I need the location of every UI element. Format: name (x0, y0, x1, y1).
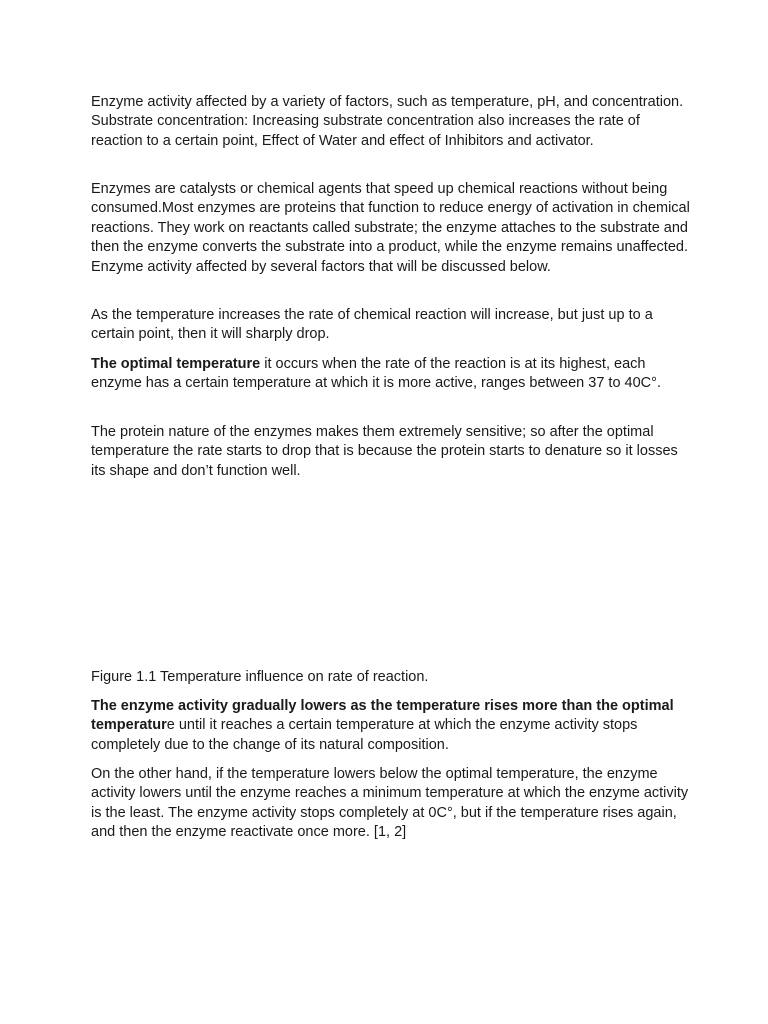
paragraph-low-temperature: On the other hand, if the temperature lowers below the optimal temperature, the enzyme activity lowers until the enzyme reaches a minimum temperature at which the enzyme activity is the least. The enzyme activity stops completely at 0C°, but if the temperature rises again, and then the enzyme reactivate once more. [1, 2] (91, 766, 689, 841)
figure-placeholder (91, 490, 681, 660)
paragraph-temperature-effect: As the temperature increases the rate of chemical reaction will increase, but just up to a certain point, then it will sharply drop. (91, 307, 653, 343)
figure-caption: Figure 1.1 Temperature influence on rate of reaction. (91, 669, 429, 685)
paragraph-activity-lowers (91, 697, 691, 755)
activity-lowers-text: e until it reaches a certain temperature at which the enzyme activity stops completely due to the change of its natural composition. (91, 717, 638, 753)
paragraph-optimal-temperature (91, 355, 691, 394)
optimal-temperature-text: it occurs when the rate of the reaction is at its highest, each enzyme has a certain temperature at which it is more active, ranges between 37 to 40C°. (91, 356, 661, 392)
paragraph-enzyme-definition: Enzymes are catalysts or chemical agents that speed up chemical reactions without being consumed.Most enzymes are proteins that function to reduce energy of activation in chemical reactions. They work on reactants called substrate; the enzyme attaches to the substrate and then the enzyme converts the substrate into a product, while the enzyme remains unaffected. Enzyme activity affected by several factors that will be discussed below. (91, 181, 690, 275)
optimal-temperature-term: The optimal temperature (91, 356, 261, 372)
paragraph-enzyme-factors: Enzyme activity affected by a variety of factors, such as temperature, pH, and concentration. Substrate concentration: Increasing substrate concentration also increases the rate of reaction to a certain point, Effect of Water and effect of Inhibitors and activator. (91, 94, 684, 149)
paragraph-protein-nature: The protein nature of the enzymes makes them extremely sensitive; so after the optimal temperature the rate starts to drop that is because the protein starts to denature so it losses its shape and don’t function well. (91, 424, 678, 479)
activity-lowers-bold: The enzyme activity gradually lowers as the temperature rises more than the optimal temperatur (91, 698, 674, 734)
